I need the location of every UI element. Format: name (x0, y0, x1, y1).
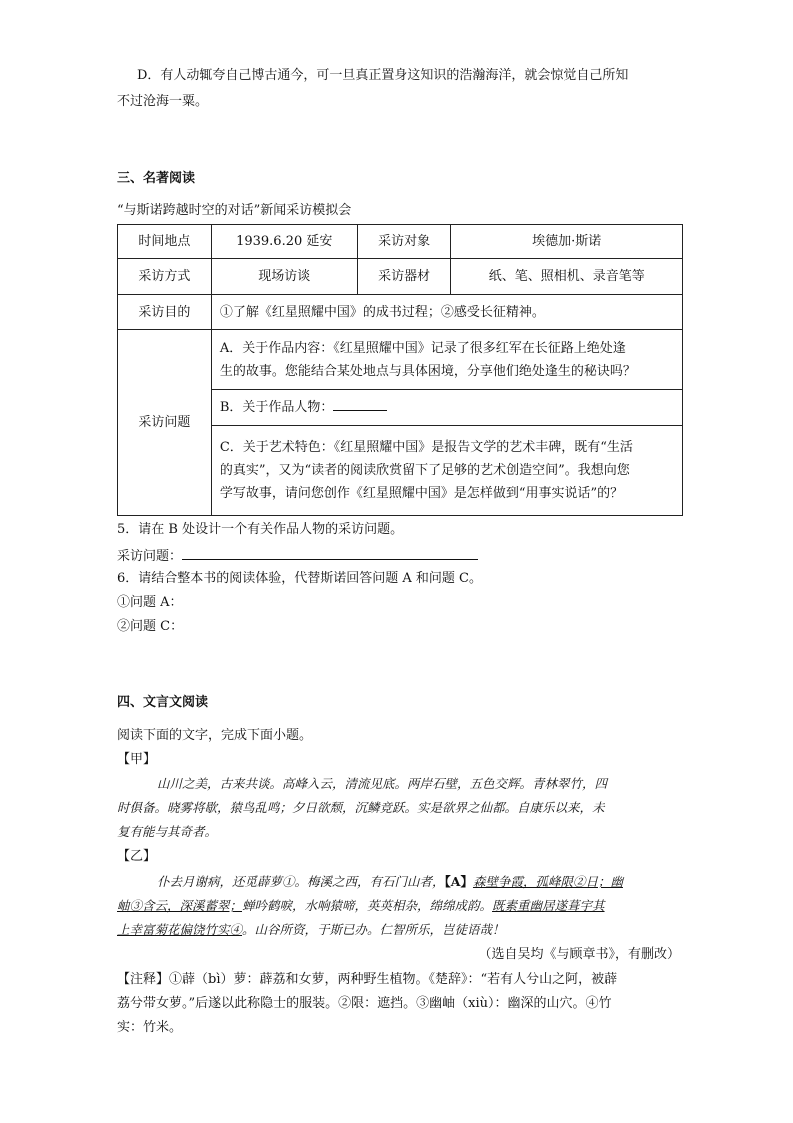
question-5-answer-label: 采访问题： (117, 549, 183, 564)
cell-question-c (211, 426, 682, 516)
section3-intro: “与斯诺跨越时空的对话”新闻采访模拟会 (117, 203, 352, 218)
cell-label-interviewee: 采访对象 (357, 225, 451, 259)
cell-interviewee: 埃德加·斯诺 (451, 225, 683, 259)
passage-source: （选自吴均《与顾章书》，有删改） (478, 947, 680, 962)
passage-yi-label: 【乙】 (117, 849, 157, 864)
passage-yi-line2-b: 蝉吟鹤唳，水响猿啼，英英相杂，绵绵成韵。 (242, 898, 493, 913)
question-b-text: B．关于作品人物： (219, 400, 334, 415)
question-c-line2: 的真实”，又为“读者的阅读欣赏留下了足够的艺术创造空间”。我想向您 (219, 463, 630, 478)
cell-label-questions: 采访问题 (118, 330, 212, 516)
passage-yi-line2 (117, 896, 605, 916)
question-5-answer (117, 545, 478, 567)
notes-line1: 【注释】①薜（bì）萝：薜荔和女萝，两种野生植物。《楚辞》：“若有人兮山之阿，被薜 (117, 972, 618, 987)
passage-yi-line3-a: 上幸富菊花偏饶竹实④ (117, 922, 243, 937)
option-d-line1: D．有人动辄夸自己博古通今，可一旦真正置身这知识的浩瀚海洋，就会惊觉自己所知 (137, 68, 629, 83)
cell-label-equipment: 采访器材 (357, 259, 451, 295)
passage-yi-line2-a: 岫③含云，深溪蓄翠； (117, 898, 243, 913)
cell-purpose: ①了解《红星照耀中国》的成书过程；②感受长征精神。 (211, 295, 682, 330)
passage-jia-line3: 复有能与其奇者。 (117, 824, 218, 839)
option-d-line2: 不过沧海一粟。 (117, 94, 209, 109)
table-row (118, 225, 683, 259)
section4-heading: 四、文言文阅读 (117, 695, 209, 710)
passage-yi-line1 (157, 872, 623, 892)
table-row (118, 330, 683, 390)
interview-table (117, 224, 683, 516)
cell-method: 现场访谈 (211, 259, 357, 295)
cell-question-a (211, 330, 682, 390)
notes-line3: 实：竹米。 (117, 1020, 183, 1035)
passage-yi-line1-b: 森壁争霞，孤峰限②日；幽 (472, 874, 623, 889)
question-6-c: ②问题 C： (117, 619, 184, 634)
cell-label-time-place: 时间地点 (118, 225, 212, 259)
passage-yi-mark-a: 【A】 (444, 874, 473, 889)
question-a-line1: A．关于作品内容：《红星照耀中国》记录了很多红军在长征路上绝处逢 (219, 340, 626, 356)
cell-label-method: 采访方式 (118, 259, 212, 295)
passage-yi-line3-b: 。山谷所资，于斯已办。仁智所乐，岂徒语哉！ (242, 922, 505, 937)
table-row (118, 295, 683, 330)
passage-jia-label: 【甲】 (117, 752, 157, 767)
question-c-line1: C．关于艺术特色：《红星照耀中国》是报告文学的艺术丰碑，既有“生活 (219, 440, 633, 455)
question-6-a: ①问题 A： (117, 595, 183, 610)
passage-jia-line2: 时俱备。晓雾将歇，猿鸟乱鸣；夕日欲颓，沉鳞竞跃。实是欲界之仙都。自康乐以来，未 (117, 800, 605, 815)
table-row (118, 259, 683, 295)
question-5: 5．请在 B 处设计一个有关作品人物的采访问题。 (117, 522, 404, 537)
question-b-blank[interactable] (333, 396, 387, 411)
passage-jia-line1: 山川之美，古来共谈。高峰入云，清流见底。两岸石壁，五色交辉。青林翠竹，四 (157, 776, 608, 791)
cell-question-b (211, 390, 682, 426)
section3-heading: 三、名著阅读 (117, 171, 196, 186)
passage-yi-line1-a: 仆去月谢病，还觅薜萝①。梅溪之西，有石门山者， (157, 874, 445, 889)
cell-label-purpose: 采访目的 (118, 295, 212, 330)
question-5-answer-blank[interactable] (182, 545, 478, 560)
passage-yi-line2-c: 既素重幽居遂葺宇其 (492, 898, 605, 913)
cell-time-place: 1939.6.20 延安 (211, 225, 357, 259)
cell-equipment: 纸、笔、照相机、录音笔等 (451, 259, 683, 295)
question-c-line3: 学写故事，请问您创作《红星照耀中国》是怎样做到“用事实说话”的？ (219, 486, 624, 501)
question-a-line2: 生的故事。您能结合某处地点与具体困境，分享他们绝处逢生的秘诀吗？ (219, 363, 636, 379)
passage-yi-line3 (117, 920, 505, 940)
section4-instruction: 阅读下面的文字，完成下面小题。 (117, 728, 313, 743)
question-6: 6．请结合整本书的阅读体验，代替斯诺回答问题 A 和问题 C。 (117, 571, 483, 586)
notes-line2: 荔兮带女萝。”后遂以此称隐士的服装。②限：遮挡。③幽岫（xiù）：幽深的山穴。④竹 (117, 996, 612, 1011)
